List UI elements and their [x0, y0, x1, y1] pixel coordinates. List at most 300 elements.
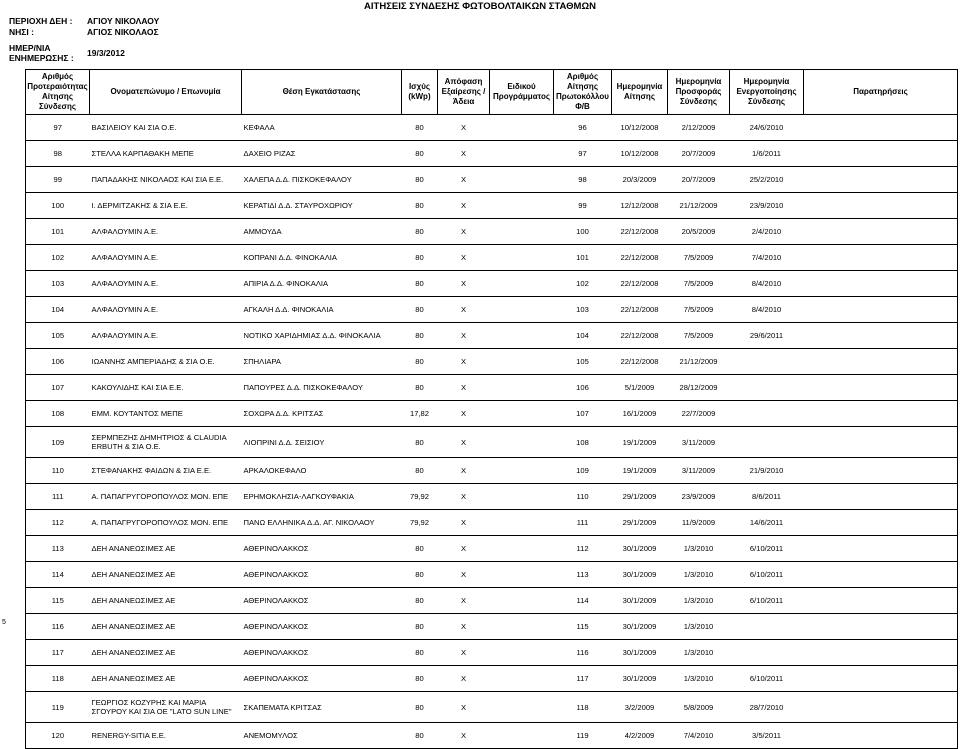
cell-notes: [804, 407, 958, 420]
cell-power: 80: [402, 277, 438, 290]
cell-notes: [804, 225, 958, 238]
cell-no: 99: [26, 173, 90, 186]
cell-req: 105: [554, 355, 612, 368]
cell-exempt: Χ: [438, 303, 490, 316]
cell-loc: ΣΠΗΛΙΑΡΑ: [242, 355, 402, 368]
cell-name: ΔΕΗ ΑΝΑΝΕΩΣΙΜΕΣ ΑΕ: [90, 646, 242, 659]
cell-exempt: Χ: [438, 121, 490, 134]
cell-no: 100: [26, 199, 90, 212]
cell-d-req: 19/1/2009: [612, 464, 668, 477]
cell-d-act: 2/4/2010: [730, 225, 804, 238]
cell-req: 112: [554, 542, 612, 555]
cell-notes: [804, 277, 958, 290]
cell-loc: ΑΓΚΑΛΗ Δ.Δ. ΦΙΝΟΚΑΛΙΑ: [242, 303, 402, 316]
cell-name: ΑΛΦΑΛΟΥΜΙΝ Α.Ε.: [90, 303, 242, 316]
cell-name: ΠΑΠΑΔΑΚΗΣ ΝΙΚΟΛΑΟΣ ΚΑΙ ΣΙΑ Ε.Ε.: [90, 173, 242, 186]
cell-name: ΚΑΚΟΥΛΙΔΗΣ ΚΑΙ ΣΙΑ Ε.Ε.: [90, 381, 242, 394]
cell-loc: ΚΕΡΑΤΙΔΙ Δ.Δ. ΣΤΑΥΡΟΧΩΡΙΟΥ: [242, 199, 402, 212]
page-title: ΑΙΤΗΣΕΙΣ ΣΥΝΔΕΣΗΣ ΦΩΤΟΒΟΛΤΑΙΚΩΝ ΣΤΑΘΜΩΝ: [0, 1, 960, 12]
cell-no: 102: [26, 251, 90, 264]
region-label: ΠΕΡΙΟΧΗ ΔΕΗ :: [9, 16, 72, 26]
cell-d-offer: 23/9/2009: [668, 490, 730, 503]
cell-special: [490, 594, 554, 607]
cell-req: 119: [554, 729, 612, 742]
cell-d-offer: 11/9/2009: [668, 516, 730, 529]
cell-d-offer: 2/12/2009: [668, 121, 730, 134]
cell-d-req: 20/3/2009: [612, 173, 668, 186]
cell-no: 101: [26, 225, 90, 238]
cell-special: [490, 121, 554, 134]
cell-notes: [804, 516, 958, 529]
table-body: [26, 115, 958, 749]
cell-d-act: 24/6/2010: [730, 121, 804, 134]
cell-no: 104: [26, 303, 90, 316]
cell-no: 120: [26, 729, 90, 742]
cell-req: 104: [554, 329, 612, 342]
cell-d-offer: 7/5/2009: [668, 303, 730, 316]
table-row: [26, 698, 958, 716]
cell-d-req: 30/1/2009: [612, 568, 668, 581]
cell-exempt: Χ: [438, 355, 490, 368]
table-row: [26, 490, 958, 503]
cell-no: 118: [26, 672, 90, 685]
cell-req: 110: [554, 490, 612, 503]
table-row: [26, 433, 958, 451]
cell-no: 107: [26, 381, 90, 394]
cell-req: 118: [554, 698, 612, 716]
table-row: [26, 355, 958, 368]
cell-exempt: Χ: [438, 147, 490, 160]
cell-power: 80: [402, 147, 438, 160]
table-row: [26, 729, 958, 742]
header-cell: Θέση Εγκατάστασης: [242, 70, 402, 115]
cell-special: [490, 147, 554, 160]
cell-req: 117: [554, 672, 612, 685]
cell-name: ΣΕΡΜΠΕΖΗΣ ΔΗΜΗΤΡΙΟΣ & CLAUDIA ERBUTH & ΣΙΑ Ο.Ε.: [90, 433, 242, 451]
cell-notes: [804, 329, 958, 342]
cell-d-req: 30/1/2009: [612, 672, 668, 685]
island-label: ΝΗΣΙ :: [9, 27, 34, 37]
cell-notes: [804, 303, 958, 316]
cell-notes: [804, 464, 958, 477]
cell-name: ΕΜΜ. ΚΟΥΤΑΝΤΟΣ ΜΕΠΕ: [90, 407, 242, 420]
cell-req: 108: [554, 433, 612, 451]
cell-name: ΔΕΗ ΑΝΑΝΕΩΣΙΜΕΣ ΑΕ: [90, 672, 242, 685]
cell-req: 106: [554, 381, 612, 394]
cell-name: Α. ΠΑΠΑΓΡΥΓΟΡΟΠΟΥΛΟΣ ΜΟΝ. ΕΠΕ: [90, 516, 242, 529]
table-row: [26, 277, 958, 290]
cell-special: [490, 698, 554, 716]
cell-d-req: 22/12/2008: [612, 303, 668, 316]
cell-req: 97: [554, 147, 612, 160]
cell-power: 80: [402, 672, 438, 685]
cell-notes: [804, 698, 958, 716]
cell-d-act: 3/5/2011: [730, 729, 804, 742]
cell-special: [490, 173, 554, 186]
cell-power: 80: [402, 433, 438, 451]
header-cell: Αριθμός Προτεραιότητας Αίτησης Σύνδεσης: [26, 70, 90, 115]
cell-no: 113: [26, 542, 90, 555]
cell-d-req: 29/1/2009: [612, 490, 668, 503]
cell-loc: ΑΘΕΡΙΝΟΛΑΚΚΟΣ: [242, 672, 402, 685]
header-cell: Αριθμός Αίτησης Πρωτοκόλλου Φ/Β: [554, 70, 612, 115]
cell-d-req: 22/12/2008: [612, 277, 668, 290]
header-cell: Απόφαση Εξαίρεσης / Άδεια: [438, 70, 490, 115]
cell-name: ΔΕΗ ΑΝΑΝΕΩΣΙΜΕΣ ΑΕ: [90, 542, 242, 555]
table-row: [26, 464, 958, 477]
cell-power: 17,82: [402, 407, 438, 420]
cell-special: [490, 516, 554, 529]
table-row: [26, 407, 958, 420]
cell-special: [490, 199, 554, 212]
cell-name: ΔΕΗ ΑΝΑΝΕΩΣΙΜΕΣ ΑΕ: [90, 594, 242, 607]
cell-no: 112: [26, 516, 90, 529]
table-row: [26, 199, 958, 212]
header-cell: Ημερομηνία Προσφοράς Σύνδεσης: [668, 70, 730, 115]
cell-no: 111: [26, 490, 90, 503]
cell-no: 105: [26, 329, 90, 342]
cell-loc: ΕΡΗΜΟΚΛΗΣΙΑ-ΛΑΓΚΟΥΦΑΚΙΑ: [242, 490, 402, 503]
cell-d-req: 30/1/2009: [612, 620, 668, 633]
cell-special: [490, 490, 554, 503]
table-row: [26, 121, 958, 134]
cell-d-act: 29/6/2011: [730, 329, 804, 342]
cell-special: [490, 620, 554, 633]
cell-d-req: 19/1/2009: [612, 433, 668, 451]
table-row: [26, 542, 958, 555]
cell-special: [490, 225, 554, 238]
cell-notes: [804, 672, 958, 685]
cell-loc: ΑΘΕΡΙΝΟΛΑΚΚΟΣ: [242, 568, 402, 581]
table-row: [26, 173, 958, 186]
cell-notes: [804, 594, 958, 607]
cell-exempt: Χ: [438, 542, 490, 555]
cell-power: 79,92: [402, 490, 438, 503]
header-cell: Ημερομηνία Αίτησης: [612, 70, 668, 115]
date-value: 19/3/2012: [87, 48, 125, 58]
header-row: [26, 70, 958, 115]
applications-table: [25, 69, 958, 749]
cell-d-act: 6/10/2011: [730, 672, 804, 685]
cell-d-req: 5/1/2009: [612, 381, 668, 394]
cell-no: 115: [26, 594, 90, 607]
cell-loc: ΛΙΟΠΡΙΝΙ Δ.Δ. ΣΕΙΣΙΟΥ: [242, 433, 402, 451]
cell-d-offer: 7/5/2009: [668, 277, 730, 290]
cell-d-act: 6/10/2011: [730, 542, 804, 555]
cell-power: 80: [402, 251, 438, 264]
cell-power: 80: [402, 355, 438, 368]
date-label-2: ΕΝΗΜΕΡΩΣΗΣ :: [9, 53, 74, 63]
cell-d-act: 23/9/2010: [730, 199, 804, 212]
cell-req: 113: [554, 568, 612, 581]
cell-no: 110: [26, 464, 90, 477]
cell-exempt: Χ: [438, 672, 490, 685]
cell-special: [490, 542, 554, 555]
cell-name: RENERGY-SITIA Ε.Ε.: [90, 729, 242, 742]
cell-power: 80: [402, 698, 438, 716]
cell-no: 114: [26, 568, 90, 581]
cell-loc: ΑΠΙΡΙΑ Δ.Δ. ΦΙΝΟΚΑΛΙΑ: [242, 277, 402, 290]
cell-special: [490, 407, 554, 420]
table-row: [26, 646, 958, 659]
cell-d-offer: 1/3/2010: [668, 568, 730, 581]
cell-special: [490, 433, 554, 451]
cell-name: ΔΕΗ ΑΝΑΝΕΩΣΙΜΕΣ ΑΕ: [90, 568, 242, 581]
cell-power: 80: [402, 303, 438, 316]
cell-req: 103: [554, 303, 612, 316]
cell-d-act: 8/6/2011: [730, 490, 804, 503]
island-value: ΑΓΙΟΣ ΝΙΚΟΛΑΟΣ: [87, 27, 159, 37]
cell-req: 101: [554, 251, 612, 264]
cell-power: 80: [402, 568, 438, 581]
table-row: [26, 225, 958, 238]
cell-name: ΓΕΩΡΓΙΟΣ ΚΟΖΥΡΗΣ ΚΑΙ ΜΑΡΙΑ ΣΓΟΥΡΟΥ ΚΑΙ ΣΙΑ ΟΕ "LATO SUN LINE": [90, 698, 242, 716]
cell-notes: [804, 251, 958, 264]
cell-loc: ΑΘΕΡΙΝΟΛΑΚΚΟΣ: [242, 594, 402, 607]
cell-special: [490, 646, 554, 659]
table-row: [26, 516, 958, 529]
cell-exempt: Χ: [438, 646, 490, 659]
cell-exempt: Χ: [438, 729, 490, 742]
cell-d-offer: 1/3/2010: [668, 646, 730, 659]
cell-exempt: Χ: [438, 516, 490, 529]
cell-d-offer: 20/7/2009: [668, 173, 730, 186]
cell-d-req: 22/12/2008: [612, 355, 668, 368]
table-row: [26, 672, 958, 685]
table-row: [26, 381, 958, 394]
cell-name: ΙΩΑΝΝΗΣ ΑΜΠΕΡΙΑΔΗΣ & ΣΙΑ Ο.Ε.: [90, 355, 242, 368]
header-cell: Ημερομηνία Ενεργοποίησης Σύνδεσης: [730, 70, 804, 115]
cell-d-req: 12/12/2008: [612, 199, 668, 212]
cell-power: 80: [402, 542, 438, 555]
cell-d-offer: 1/3/2010: [668, 594, 730, 607]
cell-d-req: 30/1/2009: [612, 542, 668, 555]
cell-no: 119: [26, 698, 90, 716]
cell-name: ΑΛΦΑΛΟΥΜΙΝ Α.Ε.: [90, 329, 242, 342]
cell-d-offer: 1/3/2010: [668, 620, 730, 633]
cell-d-offer: 21/12/2009: [668, 199, 730, 212]
cell-power: 80: [402, 381, 438, 394]
cell-no: 103: [26, 277, 90, 290]
table-row: [26, 303, 958, 316]
cell-d-req: 10/12/2008: [612, 121, 668, 134]
cell-exempt: Χ: [438, 698, 490, 716]
cell-power: 80: [402, 329, 438, 342]
cell-no: 109: [26, 433, 90, 451]
cell-loc: ΑΘΕΡΙΝΟΛΑΚΚΟΣ: [242, 542, 402, 555]
cell-d-req: 29/1/2009: [612, 516, 668, 529]
cell-d-act: 7/4/2010: [730, 251, 804, 264]
cell-exempt: Χ: [438, 277, 490, 290]
cell-notes: [804, 568, 958, 581]
cell-power: 80: [402, 464, 438, 477]
cell-req: 116: [554, 646, 612, 659]
cell-exempt: Χ: [438, 568, 490, 581]
cell-no: 108: [26, 407, 90, 420]
table-row: [26, 620, 958, 633]
cell-loc: ΑΘΕΡΙΝΟΛΑΚΚΟΣ: [242, 646, 402, 659]
cell-notes: [804, 490, 958, 503]
cell-d-req: 22/12/2008: [612, 225, 668, 238]
cell-d-act: 28/7/2010: [730, 698, 804, 716]
cell-notes: [804, 542, 958, 555]
table-row: [26, 594, 958, 607]
cell-d-req: 10/12/2008: [612, 147, 668, 160]
cell-special: [490, 381, 554, 394]
cell-d-act: [730, 646, 804, 659]
cell-notes: [804, 147, 958, 160]
cell-d-act: [730, 407, 804, 420]
cell-d-act: 6/10/2011: [730, 594, 804, 607]
header-cell: Παρατηρήσεις: [804, 70, 958, 115]
header-cell: Ονοματεπώνυμο / Επωνυμία: [90, 70, 242, 115]
cell-exempt: Χ: [438, 251, 490, 264]
cell-no: 117: [26, 646, 90, 659]
cell-req: 111: [554, 516, 612, 529]
cell-d-act: 8/4/2010: [730, 303, 804, 316]
cell-exempt: Χ: [438, 381, 490, 394]
cell-special: [490, 355, 554, 368]
cell-special: [490, 277, 554, 290]
cell-loc: ΣΟΧΩΡΑ Δ.Δ. ΚΡΙΤΣΑΣ: [242, 407, 402, 420]
cell-d-offer: 5/8/2009: [668, 698, 730, 716]
cell-name: ΣΤΕΛΛΑ ΚΑΡΠΑΘΑΚΗ ΜΕΠΕ: [90, 147, 242, 160]
cell-d-act: [730, 381, 804, 394]
cell-name: Α. ΠΑΠΑΓΡΥΓΟΡΟΠΟΥΛΟΣ ΜΟΝ. ΕΠΕ: [90, 490, 242, 503]
cell-d-req: 3/2/2009: [612, 698, 668, 716]
cell-loc: ΠΑΝΩ ΕΛΛΗΝΙΚΑ Δ.Δ. ΑΓ. ΝΙΚΟΛΑΟΥ: [242, 516, 402, 529]
cell-req: 96: [554, 121, 612, 134]
cell-exempt: Χ: [438, 620, 490, 633]
cell-exempt: Χ: [438, 407, 490, 420]
cell-name: ΑΛΦΑΛΟΥΜΙΝ Α.Ε.: [90, 251, 242, 264]
cell-d-req: 30/1/2009: [612, 594, 668, 607]
table-row: [26, 329, 958, 342]
cell-loc: ΣΚΑΠΕΜΑΤΑ ΚΡΙΤΣΑΣ: [242, 698, 402, 716]
date-label-1: ΗΜΕΡ/ΝΙΑ: [9, 43, 51, 53]
cell-power: 80: [402, 594, 438, 607]
cell-d-offer: 1/3/2010: [668, 542, 730, 555]
table-row: [26, 568, 958, 581]
cell-loc: ΝΟΤΙΚΟ ΧΑΡΙΔΗΜΙΑΣ Δ.Δ. ΦΙΝΟΚΑΛΙΑ: [242, 329, 402, 342]
cell-req: 100: [554, 225, 612, 238]
cell-special: [490, 568, 554, 581]
cell-power: 80: [402, 199, 438, 212]
cell-special: [490, 303, 554, 316]
cell-notes: [804, 173, 958, 186]
cell-req: 109: [554, 464, 612, 477]
cell-power: 79,92: [402, 516, 438, 529]
cell-power: 80: [402, 646, 438, 659]
cell-req: 102: [554, 277, 612, 290]
cell-d-offer: 21/12/2009: [668, 355, 730, 368]
cell-notes: [804, 121, 958, 134]
cell-d-act: 8/4/2010: [730, 277, 804, 290]
cell-d-offer: 22/7/2009: [668, 407, 730, 420]
cell-exempt: Χ: [438, 173, 490, 186]
cell-loc: ΑΝΕΜΟΜΥΛΟΣ: [242, 729, 402, 742]
cell-name: ΔΕΗ ΑΝΑΝΕΩΣΙΜΕΣ ΑΕ: [90, 620, 242, 633]
cell-special: [490, 464, 554, 477]
cell-power: 80: [402, 173, 438, 186]
cell-d-act: [730, 620, 804, 633]
cell-d-req: 22/12/2008: [612, 329, 668, 342]
table-row: [26, 251, 958, 264]
header-cell: Ισχύς (kWp): [402, 70, 438, 115]
cell-name: ΑΛΦΑΛΟΥΜΙΝ Α.Ε.: [90, 225, 242, 238]
cell-d-act: 14/6/2011: [730, 516, 804, 529]
cell-loc: ΧΑΛΕΠΑ Δ.Δ. ΠΙΣΚΟΚΕΦΑΛΟΥ: [242, 173, 402, 186]
cell-no: 97: [26, 121, 90, 134]
cell-exempt: Χ: [438, 225, 490, 238]
region-value: ΑΓΙΟΥ ΝΙΚΟΛΑΟΥ: [87, 16, 159, 26]
cell-d-req: 16/1/2009: [612, 407, 668, 420]
cell-d-offer: 20/5/2009: [668, 225, 730, 238]
header-cell: Ειδικού Προγράμματος: [490, 70, 554, 115]
cell-loc: ΑΡΚΑΛΟΚΕΦΑΛΟ: [242, 464, 402, 477]
cell-d-offer: 7/5/2009: [668, 329, 730, 342]
cell-notes: [804, 381, 958, 394]
cell-loc: ΑΘΕΡΙΝΟΛΑΚΚΟΣ: [242, 620, 402, 633]
cell-no: 98: [26, 147, 90, 160]
cell-exempt: Χ: [438, 199, 490, 212]
cell-power: 80: [402, 121, 438, 134]
cell-name: ΒΑΣΙΛΕΙΟΥ ΚΑΙ ΣΙΑ Ο.Ε.: [90, 121, 242, 134]
cell-power: 80: [402, 225, 438, 238]
cell-req: 99: [554, 199, 612, 212]
cell-req: 115: [554, 620, 612, 633]
cell-special: [490, 672, 554, 685]
cell-d-act: 21/9/2010: [730, 464, 804, 477]
cell-exempt: Χ: [438, 433, 490, 451]
cell-notes: [804, 646, 958, 659]
cell-exempt: Χ: [438, 490, 490, 503]
cell-d-offer: 7/4/2010: [668, 729, 730, 742]
cell-special: [490, 729, 554, 742]
cell-req: 107: [554, 407, 612, 420]
cell-notes: [804, 355, 958, 368]
cell-d-req: 4/2/2009: [612, 729, 668, 742]
page-number: 5: [2, 619, 6, 626]
cell-d-offer: 28/12/2009: [668, 381, 730, 394]
cell-name: ΣΤΕΦΑΝΑΚΗΣ ΦΑΙΔΩΝ & ΣΙΑ Ε.Ε.: [90, 464, 242, 477]
cell-loc: ΑΜΜΟΥΔΑ: [242, 225, 402, 238]
cell-d-act: 25/2/2010: [730, 173, 804, 186]
cell-d-act: [730, 433, 804, 451]
cell-exempt: Χ: [438, 594, 490, 607]
cell-d-req: 22/12/2008: [612, 251, 668, 264]
table-row: [26, 147, 958, 160]
cell-name: Ι. ΔΕΡΜΙΤΖΑΚΗΣ & ΣΙΑ Ε.Ε.: [90, 199, 242, 212]
cell-no: 116: [26, 620, 90, 633]
cell-special: [490, 329, 554, 342]
cell-power: 80: [402, 729, 438, 742]
cell-d-act: [730, 355, 804, 368]
cell-notes: [804, 620, 958, 633]
cell-loc: ΔΑΧΕΙΟ ΡΙΖΑΣ: [242, 147, 402, 160]
cell-loc: ΚΟΠΡΑΝΙ Δ.Δ. ΦΙΝΟΚΑΛΙΑ: [242, 251, 402, 264]
cell-exempt: Χ: [438, 329, 490, 342]
cell-d-act: 1/6/2011: [730, 147, 804, 160]
cell-d-offer: 3/11/2009: [668, 464, 730, 477]
cell-name: ΑΛΦΑΛΟΥΜΙΝ Α.Ε.: [90, 277, 242, 290]
cell-exempt: Χ: [438, 464, 490, 477]
cell-notes: [804, 199, 958, 212]
cell-d-act: 6/10/2011: [730, 568, 804, 581]
cell-loc: ΠΑΠΟΥΡΕΣ Δ.Δ. ΠΙΣΚΟΚΕΦΑΛΟΥ: [242, 381, 402, 394]
cell-req: 114: [554, 594, 612, 607]
cell-notes: [804, 729, 958, 742]
